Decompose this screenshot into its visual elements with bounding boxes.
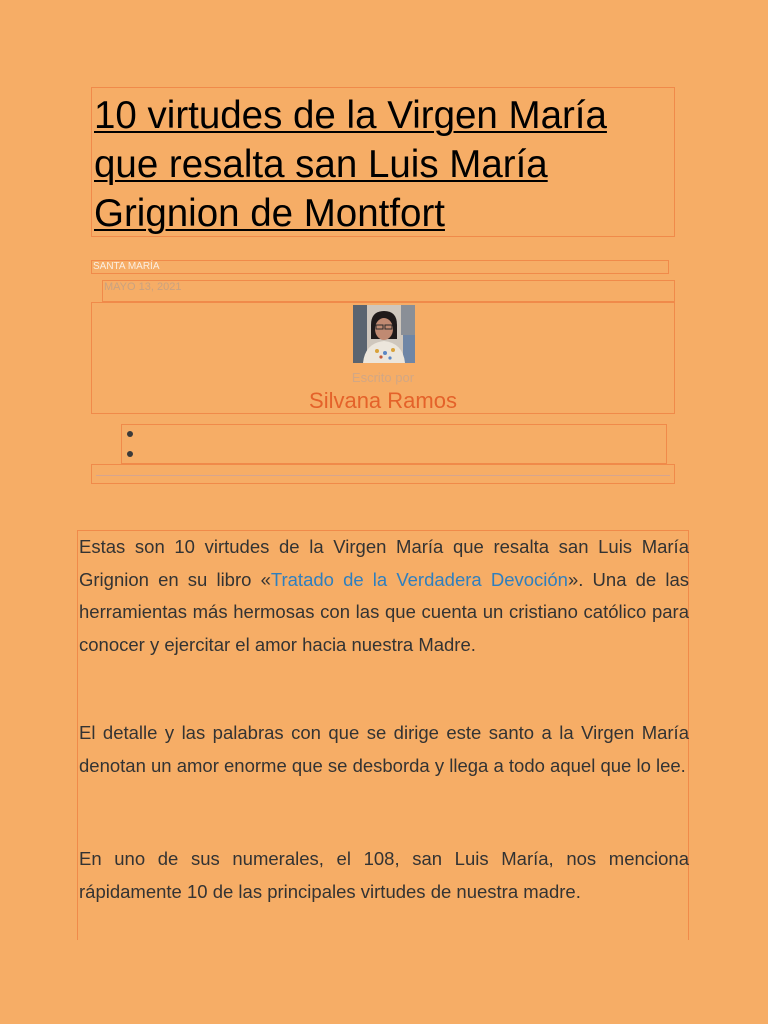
book-link[interactable]: Tratado de la Verdadera Devoción bbox=[270, 568, 568, 590]
date-container bbox=[102, 280, 675, 302]
share-item[interactable] bbox=[127, 431, 133, 437]
author-name[interactable]: Silvana Ramos bbox=[309, 388, 457, 413]
paragraph-text: Estas son 10 virtudes de la Virgen María que resalta san Luis María Grignion en su libro « bbox=[79, 536, 689, 590]
share-item[interactable] bbox=[127, 451, 133, 457]
article-paragraph: El detalle y las palabras con que se dirige este santo a la Virgen María denotan un amor enorme que se desborda y llega a todo aquel que lo lee. bbox=[79, 722, 689, 776]
post-title[interactable]: 10 virtudes de la Virgen María que resalta san Luis María Grignion de Montfort bbox=[94, 94, 607, 235]
article-body bbox=[77, 530, 689, 940]
title-container bbox=[91, 87, 675, 237]
category-container bbox=[91, 260, 669, 274]
share-list bbox=[121, 424, 667, 464]
separator-container bbox=[91, 464, 675, 484]
category-label[interactable]: SANTA MARÍA bbox=[93, 261, 160, 272]
divider bbox=[96, 475, 670, 476]
paragraph-text: ». Una de las herramientas más hermosas con las que cuenta un cristiano católico para conocer y ejercitar el amor hacia nuestra Madre. bbox=[79, 568, 690, 655]
avatar[interactable] bbox=[353, 305, 415, 363]
article-paragraph bbox=[79, 531, 689, 661]
author-photo-icon bbox=[353, 305, 415, 363]
post-date: MAYO 13, 2021 bbox=[104, 281, 182, 293]
article-paragraph: En uno de sus numerales, el 108, san Luis María, nos menciona rápidamente 10 de las principales virtudes de nuestra madre. bbox=[79, 848, 689, 902]
author-container bbox=[91, 302, 675, 414]
author-prefix: Escrito por bbox=[351, 370, 415, 385]
